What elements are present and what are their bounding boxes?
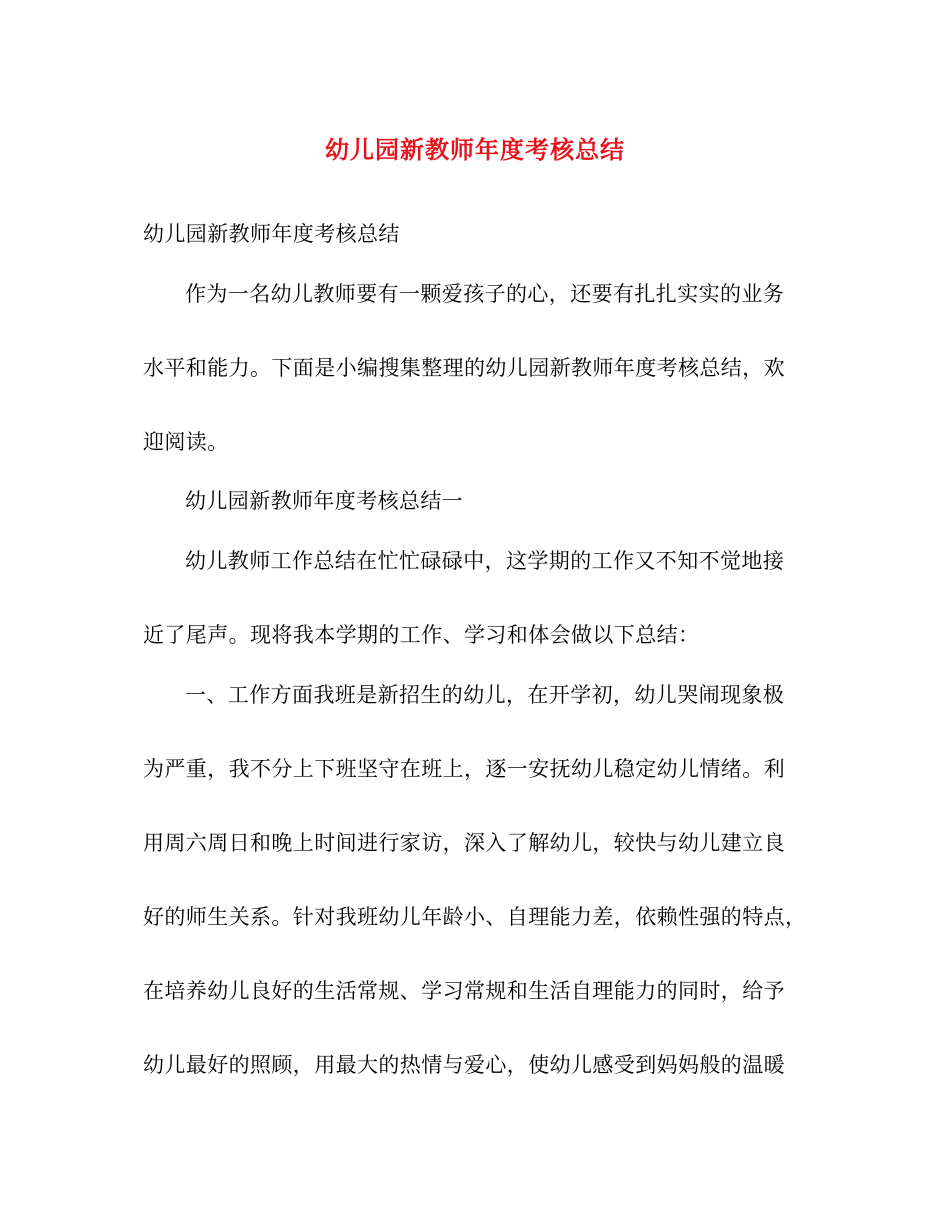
paragraph-line: 幼儿教师工作总结在忙忙碌碌中，这学期的工作又不知不觉地接 <box>185 549 785 573</box>
section-heading: 幼儿园新教师年度考核总结一 <box>185 489 464 513</box>
paragraph-line: 用周六周日和晚上时间进行家访，深入了解幼儿，较快与幼儿建立良 <box>143 831 785 855</box>
paragraph-line: 迎阅读。 <box>143 430 229 454</box>
paragraph-line: 近了尾声。现将我本学期的工作、学习和体会做以下总结： <box>143 623 700 647</box>
paragraph-line: 一、工作方面我班是新招生的幼儿，在开学初，幼儿哭闹现象极 <box>185 683 785 707</box>
paragraph-line: 水平和能力。下面是小编搜集整理的幼儿园新教师年度考核总结，欢 <box>143 356 785 380</box>
document-title: 幼儿园新教师年度考核总结 <box>325 135 625 164</box>
paragraph-line: 作为一名幼儿教师要有一颗爱孩子的心，还要有扎扎实实的业务 <box>185 282 785 306</box>
paragraph-line: 好的师生关系。针对我班幼儿年龄小、自理能力差，依赖性强的特点， <box>143 905 807 929</box>
paragraph-line: 为严重，我不分上下班坚守在班上，逐一安抚幼儿稳定幼儿情绪。利 <box>143 757 785 781</box>
paragraph-line: 幼儿最好的照顾，用最大的热情与爱心，使幼儿感受到妈妈般的温暖 <box>143 1053 785 1077</box>
paragraph-line: 在培养幼儿良好的生活常规、学习常规和生活自理能力的同时，给予 <box>143 979 785 1003</box>
subtitle-line: 幼儿园新教师年度考核总结 <box>143 222 400 246</box>
